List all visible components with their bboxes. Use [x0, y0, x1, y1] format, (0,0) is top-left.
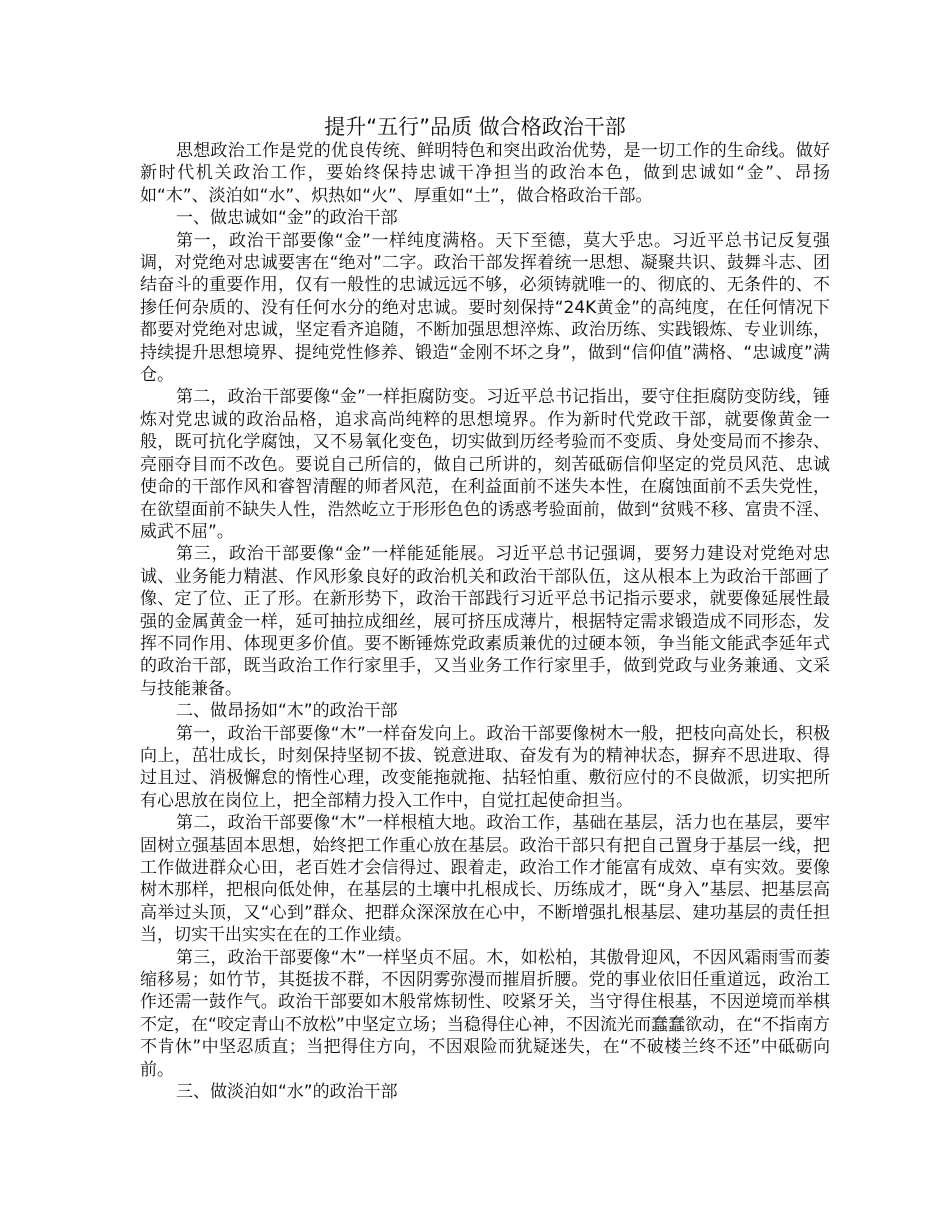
intro-paragraph: 思想政治工作是党的优良传统、鲜明特色和突出政治优势，是一切工作的生命线。做好新时代机关政治工作，要始终保持忠诚干净担当的政治本色，做到忠诚如“金”、昂扬如“木”、淡泊如“水”、炽热如“火”、厚重如“土”，做合格政治干部。 [140, 141, 830, 206]
paragraph: 第一，政治干部要像“木”一样奋发向上。政治干部要像树木一般，把枝向高处长，积极向上，茁壮成长，时刻保持坚韧不拔、锐意进取、奋发有为的精神状态，摒弃不思进取、得过且过、消极懈怠的惰性心理，改变能拖就拖、拈轻怕重、敷衍应付的不良做派，切实把所有心思放在岗位上，把全部精力投入工作中，自觉扛起使命担当。 [140, 723, 830, 811]
document-body [140, 140, 830, 1103]
paragraph: 第二，政治干部要像“木”一样根植大地。政治工作，基础在基层，活力也在基层，要牢固树立强基固本思想，始终把工作重心放在基层。政治干部只有把自己置身于基层一线，把工作做进群众心田，老百姓才会信得过、跟着走，政治工作才能富有成效、卓有实效。要像树木那样，把根向低处伸，在基层的土壤中扎根成长、历练成才，既“身入”基层、把基层高高举过头顶，又“心到”群众、把群众深深放在心中，不断增强扎根基层、建功基层的责任担当，切实干出实实在在的工作业绩。 [140, 813, 830, 946]
section-heading-wood: 二、做昂扬如“木”的政治干部 [176, 701, 398, 722]
paragraph: 第二，政治干部要像“金”一样拒腐防变。习近平总书记指出，要守住拒腐防变防线，锤炼对党忠诚的政治品格，追求高尚纯粹的思想境界。作为新时代党政干部，就要像黄金一般，既可抗化学腐蚀，又不易氧化变色，切实做到历经考验而不变质、身处变局而不掺杂、亮丽夺目而不改色。要说自己所信的，做自己所讲的，刻苦砥砺信仰坚定的党员风范、忠诚使命的干部作风和睿智清醒的师者风范，在利益面前不迷失本性，在腐蚀面前不丢失党性，在欲望面前不缺失人性，浩然屹立于形形色色的诱惑考验面前，做到“贫贱不移、富贵不淫、威武不屈”。 [140, 387, 830, 542]
paragraph: 第三，政治干部要像“金”一样能延能展。习近平总书记强调，要努力建设对党绝对忠诚、业务能力精湛、作风形象良好的政治机关和政治干部队伍，这从根本上为政治干部画了像、定了位、正了形。在新形势下，政治干部践行习近平总书记指示要求，就要像延展性最强的金属黄金一样，延可抽拉成细丝，展可挤压成薄片，根据特定需求锻造成不同形态，发挥不同作用、体现更多价值。要不断锤炼党政素质兼优的过硬本领，争当能文能武李延年式的政治干部，既当政治工作行家里手，又当业务工作行家里手，做到党政与业务兼通、文采与技能兼备。 [140, 544, 830, 699]
paragraph: 第一，政治干部要像“金”一样纯度满格。天下至德，莫大乎忠。习近平总书记反复强调，对党绝对忠诚要害在“绝对”二字。政治干部发挥着统一思想、凝聚共识、鼓舞斗志、团结奋斗的重要作用，仅有一般性的忠诚远远不够，必须铸就唯一的、彻底的、无条件的、不掺任何杂质的、没有任何水分的绝对忠诚。要时刻保持“24K黄金”的高纯度，在任何情况下都要对党绝对忠诚，坚定看齐追随，不断加强思想淬炼、政治历练、实践锻炼、专业训练，持续提升思想境界、提纯党性修养、锻造“金刚不坏之身”，做到“信仰值”满格、“忠诚度”满仓。 [140, 230, 830, 386]
section-heading-water: 三、做淡泊如“水”的政治干部 [176, 1082, 398, 1103]
paragraph: 第三，政治干部要像“木”一样坚贞不屈。木，如松柏，其傲骨迎风，不因风霜雨雪而萎缩移易；如竹节，其挺拔不群，不因阴雾弥漫而摧眉折腰。党的事业依旧任重道远，政治工作还需一鼓作气。政治干部要如木般常炼韧性、咬紧牙关，当守得住根基，不因逆境而举棋不定，在“咬定青山不放松”中坚定立场；当稳得住心神，不因流光而蠢蠢欲动，在“不指南方不肯休”中坚忍质直；当把得住方向，不因艰险而犹疑迷失，在“不破楼兰终不还”中砥砺向前。 [140, 947, 830, 1080]
section-heading-metal: 一、做忠诚如“金”的政治干部 [176, 208, 398, 229]
document-title: 提升“五行”品质 做合格政治干部 [324, 115, 626, 139]
